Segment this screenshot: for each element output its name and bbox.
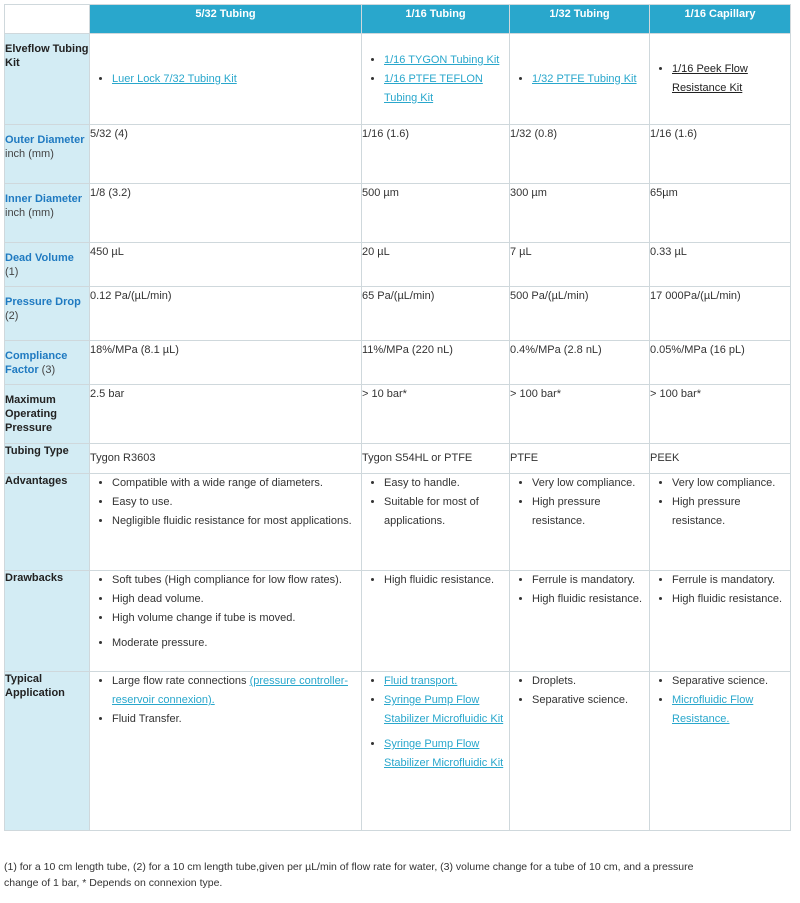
table-cell: 65µm — [650, 184, 791, 243]
table-cell: 1/16 (1.6) — [362, 125, 510, 184]
cell-kit-capillary — [650, 34, 791, 125]
cell-drawbacks-1-32 — [510, 571, 650, 672]
table-cell: 0.4%/MPa (2.8 nL) — [510, 341, 650, 385]
table-row-outer-diameter — [5, 125, 791, 184]
list-item — [384, 691, 509, 729]
table-cell: 450 µL — [90, 243, 362, 287]
cell-kit-5-32 — [90, 34, 362, 125]
cell-kit-1-16 — [362, 34, 510, 125]
table-cell: Tygon R3603 — [90, 444, 362, 474]
row-label: Inner Diameter — [5, 193, 83, 205]
table-cell: > 100 bar* — [510, 385, 650, 444]
list-item: • Very low compliance. — [672, 474, 790, 493]
list-item — [532, 70, 649, 89]
cell-advantages-1-32 — [510, 474, 650, 571]
row-header-inner-diameter — [5, 184, 90, 243]
cell-application-1-32 — [510, 672, 650, 831]
cell-drawbacks-5-32 — [90, 571, 362, 672]
row-header-advantages: Advantages — [5, 474, 90, 571]
row-label: Dead Volume — [5, 252, 74, 264]
list-item: • Ferrule is mandatory. — [672, 571, 790, 590]
tubing-comparison-table — [4, 4, 791, 831]
table-cell: 11%/MPa (220 nL) — [362, 341, 510, 385]
table-row-inner-diameter — [5, 184, 791, 243]
cell-drawbacks-capillary — [650, 571, 791, 672]
table-cell: > 10 bar* — [362, 385, 510, 444]
cell-application-5-32 — [90, 672, 362, 831]
row-label-unit: (1) — [5, 266, 19, 278]
row-header-tubing-type: Tubing Type — [5, 444, 90, 474]
row-label: Compliance Factor — [5, 350, 68, 376]
list-item: • Droplets. — [532, 672, 649, 691]
table-row-pressure-drop — [5, 287, 791, 341]
table-cell: > 100 bar* — [650, 385, 791, 444]
row-label-unit: (2) — [5, 310, 19, 322]
list-item — [112, 70, 361, 89]
list-item: • Suitable for most of applications. — [384, 493, 509, 531]
table-cell: 0.33 µL — [650, 243, 791, 287]
list-item — [384, 735, 509, 773]
list-item: • Compatible with a wide range of diameters. — [112, 474, 361, 493]
table-row-tubing-type — [5, 444, 791, 474]
table-cell: 7 µL — [510, 243, 650, 287]
table-cell: 18%/MPa (8.1 µL) — [90, 341, 362, 385]
row-label-unit: inch (mm) — [5, 148, 54, 160]
peek-kit-link[interactable]: 1/16 Peek Flow Resistance Kit — [672, 63, 748, 94]
luer-lock-kit-link[interactable]: Luer Lock 7/32 Tubing Kit — [112, 72, 237, 85]
row-label: Outer Diameter — [5, 134, 85, 146]
cell-drawbacks-1-16 — [362, 571, 510, 672]
cell-advantages-1-16 — [362, 474, 510, 571]
row-header-pressure-drop — [5, 287, 90, 341]
list-item: • High pressure resistance. — [672, 493, 790, 531]
row-label-unit: inch (mm) — [5, 207, 54, 219]
cell-kit-1-32 — [510, 34, 650, 125]
table-row-dead-volume — [5, 243, 791, 287]
table-cell: 0.12 Pa/(µL/min) — [90, 287, 362, 341]
table-row-drawbacks — [5, 571, 791, 672]
table-row-max-pressure — [5, 385, 791, 444]
row-header-application: Typical Application — [5, 672, 90, 831]
table-cell: 300 µm — [510, 184, 650, 243]
list-item: • High volume change if tube is moved. — [112, 609, 361, 628]
column-header-capillary: 1/16 Capillary — [650, 5, 791, 34]
list-item — [672, 691, 790, 729]
list-item: • Ferrule is mandatory. — [532, 571, 649, 590]
list-item: • Easy to handle. — [384, 474, 509, 493]
table-row-advantages — [5, 474, 791, 571]
syringe-pump-stabilizer-link[interactable]: Syringe Pump Flow Stabilizer Microfluidic Kit — [384, 694, 504, 725]
flow-resistance-link[interactable]: Microfluidic Flow Resistance. — [672, 694, 754, 725]
row-header-drawbacks: Drawbacks — [5, 571, 90, 672]
list-item — [384, 51, 509, 70]
table-cell: 500 µm — [362, 184, 510, 243]
list-item — [112, 672, 361, 710]
column-header-5-32: 5/32 Tubing — [90, 5, 362, 34]
table-cell: Tygon S54HL or PTFE — [362, 444, 510, 474]
footnote: (1) for a 10 cm length tube, (2) for a 10 cm length tube,given per µL/min of flow rate for water, (3) volume change for a tube of 10 cm, and a pressure change of 1 bar, * Depends on connexion type. — [4, 861, 694, 889]
table-cell: 1/16 (1.6) — [650, 125, 791, 184]
fluid-transport-link[interactable]: Fluid transport. — [384, 675, 458, 687]
table-cell: 1/32 (0.8) — [510, 125, 650, 184]
header-row — [5, 5, 791, 34]
list-item: • Separative science. — [532, 691, 649, 710]
corner-cell — [5, 5, 90, 34]
cell-application-capillary — [650, 672, 791, 831]
table-cell: 20 µL — [362, 243, 510, 287]
table-cell: 0.05%/MPa (16 pL) — [650, 341, 791, 385]
list-item: • High pressure resistance. — [532, 493, 649, 531]
table-row-kit — [5, 34, 791, 125]
list-item: • Soft tubes (High compliance for low flow rates). — [112, 571, 361, 590]
table-cell: 500 Pa/(µL/min) — [510, 287, 650, 341]
ptfe-teflon-kit-link[interactable]: 1/16 PTFE TEFLON Tubing Kit — [384, 72, 483, 104]
list-item — [672, 60, 790, 98]
list-item: • Fluid Transfer. — [112, 710, 361, 729]
row-label-unit: (3) — [38, 364, 56, 376]
row-label: Pressure Drop — [5, 296, 81, 308]
list-item: • Easy to use. — [112, 493, 361, 512]
list-item: • High dead volume. — [112, 590, 361, 609]
ptfe-1-32-kit-link[interactable]: 1/32 PTFE Tubing Kit — [532, 72, 637, 85]
list-item: • High fluidic resistance. — [532, 590, 649, 609]
table-cell: 5/32 (4) — [90, 125, 362, 184]
table-row-application — [5, 672, 791, 831]
cell-advantages-capillary — [650, 474, 791, 571]
application-text: Large flow rate connections — [112, 675, 250, 687]
list-item: • High fluidic resistance. — [672, 590, 790, 609]
cell-advantages-5-32 — [90, 474, 362, 571]
list-item: • Moderate pressure. — [112, 634, 361, 653]
list-item: • High fluidic resistance. — [384, 571, 509, 590]
list-item: • Separative science. — [672, 672, 790, 691]
row-header-max-pressure: Maximum Operating Pressure — [5, 385, 90, 444]
list-item — [384, 672, 509, 691]
syringe-pump-stabilizer-link-2[interactable]: Syringe Pump Flow Stabilizer Microfluidic Kit — [384, 738, 504, 769]
list-item: • Very low compliance. — [532, 474, 649, 493]
table-cell: 65 Pa/(µL/min) — [362, 287, 510, 341]
tygon-kit-link[interactable]: 1/16 TYGON Tubing Kit — [384, 53, 500, 66]
pressure-controller-link[interactable]: (pressure controller-reservoir connexion). — [112, 675, 349, 706]
table-cell: PTFE — [510, 444, 650, 474]
table-cell: 1/8 (3.2) — [90, 184, 362, 243]
row-header-outer-diameter — [5, 125, 90, 184]
row-header-dead-volume — [5, 243, 90, 287]
table-cell: 2.5 bar — [90, 385, 362, 444]
column-header-1-16: 1/16 Tubing — [362, 5, 510, 34]
list-item: • Negligible fluidic resistance for most applications. — [112, 512, 361, 531]
list-item — [384, 70, 509, 108]
row-header-kit: Elveflow Tubing Kit — [5, 34, 90, 125]
comparison-table-wrapper — [4, 4, 790, 831]
cell-application-1-16 — [362, 672, 510, 831]
table-cell: 17 000Pa/(µL/min) — [650, 287, 791, 341]
row-header-compliance — [5, 341, 90, 385]
table-row-compliance — [5, 341, 791, 385]
column-header-1-32: 1/32 Tubing — [510, 5, 650, 34]
table-cell: PEEK — [650, 444, 791, 474]
